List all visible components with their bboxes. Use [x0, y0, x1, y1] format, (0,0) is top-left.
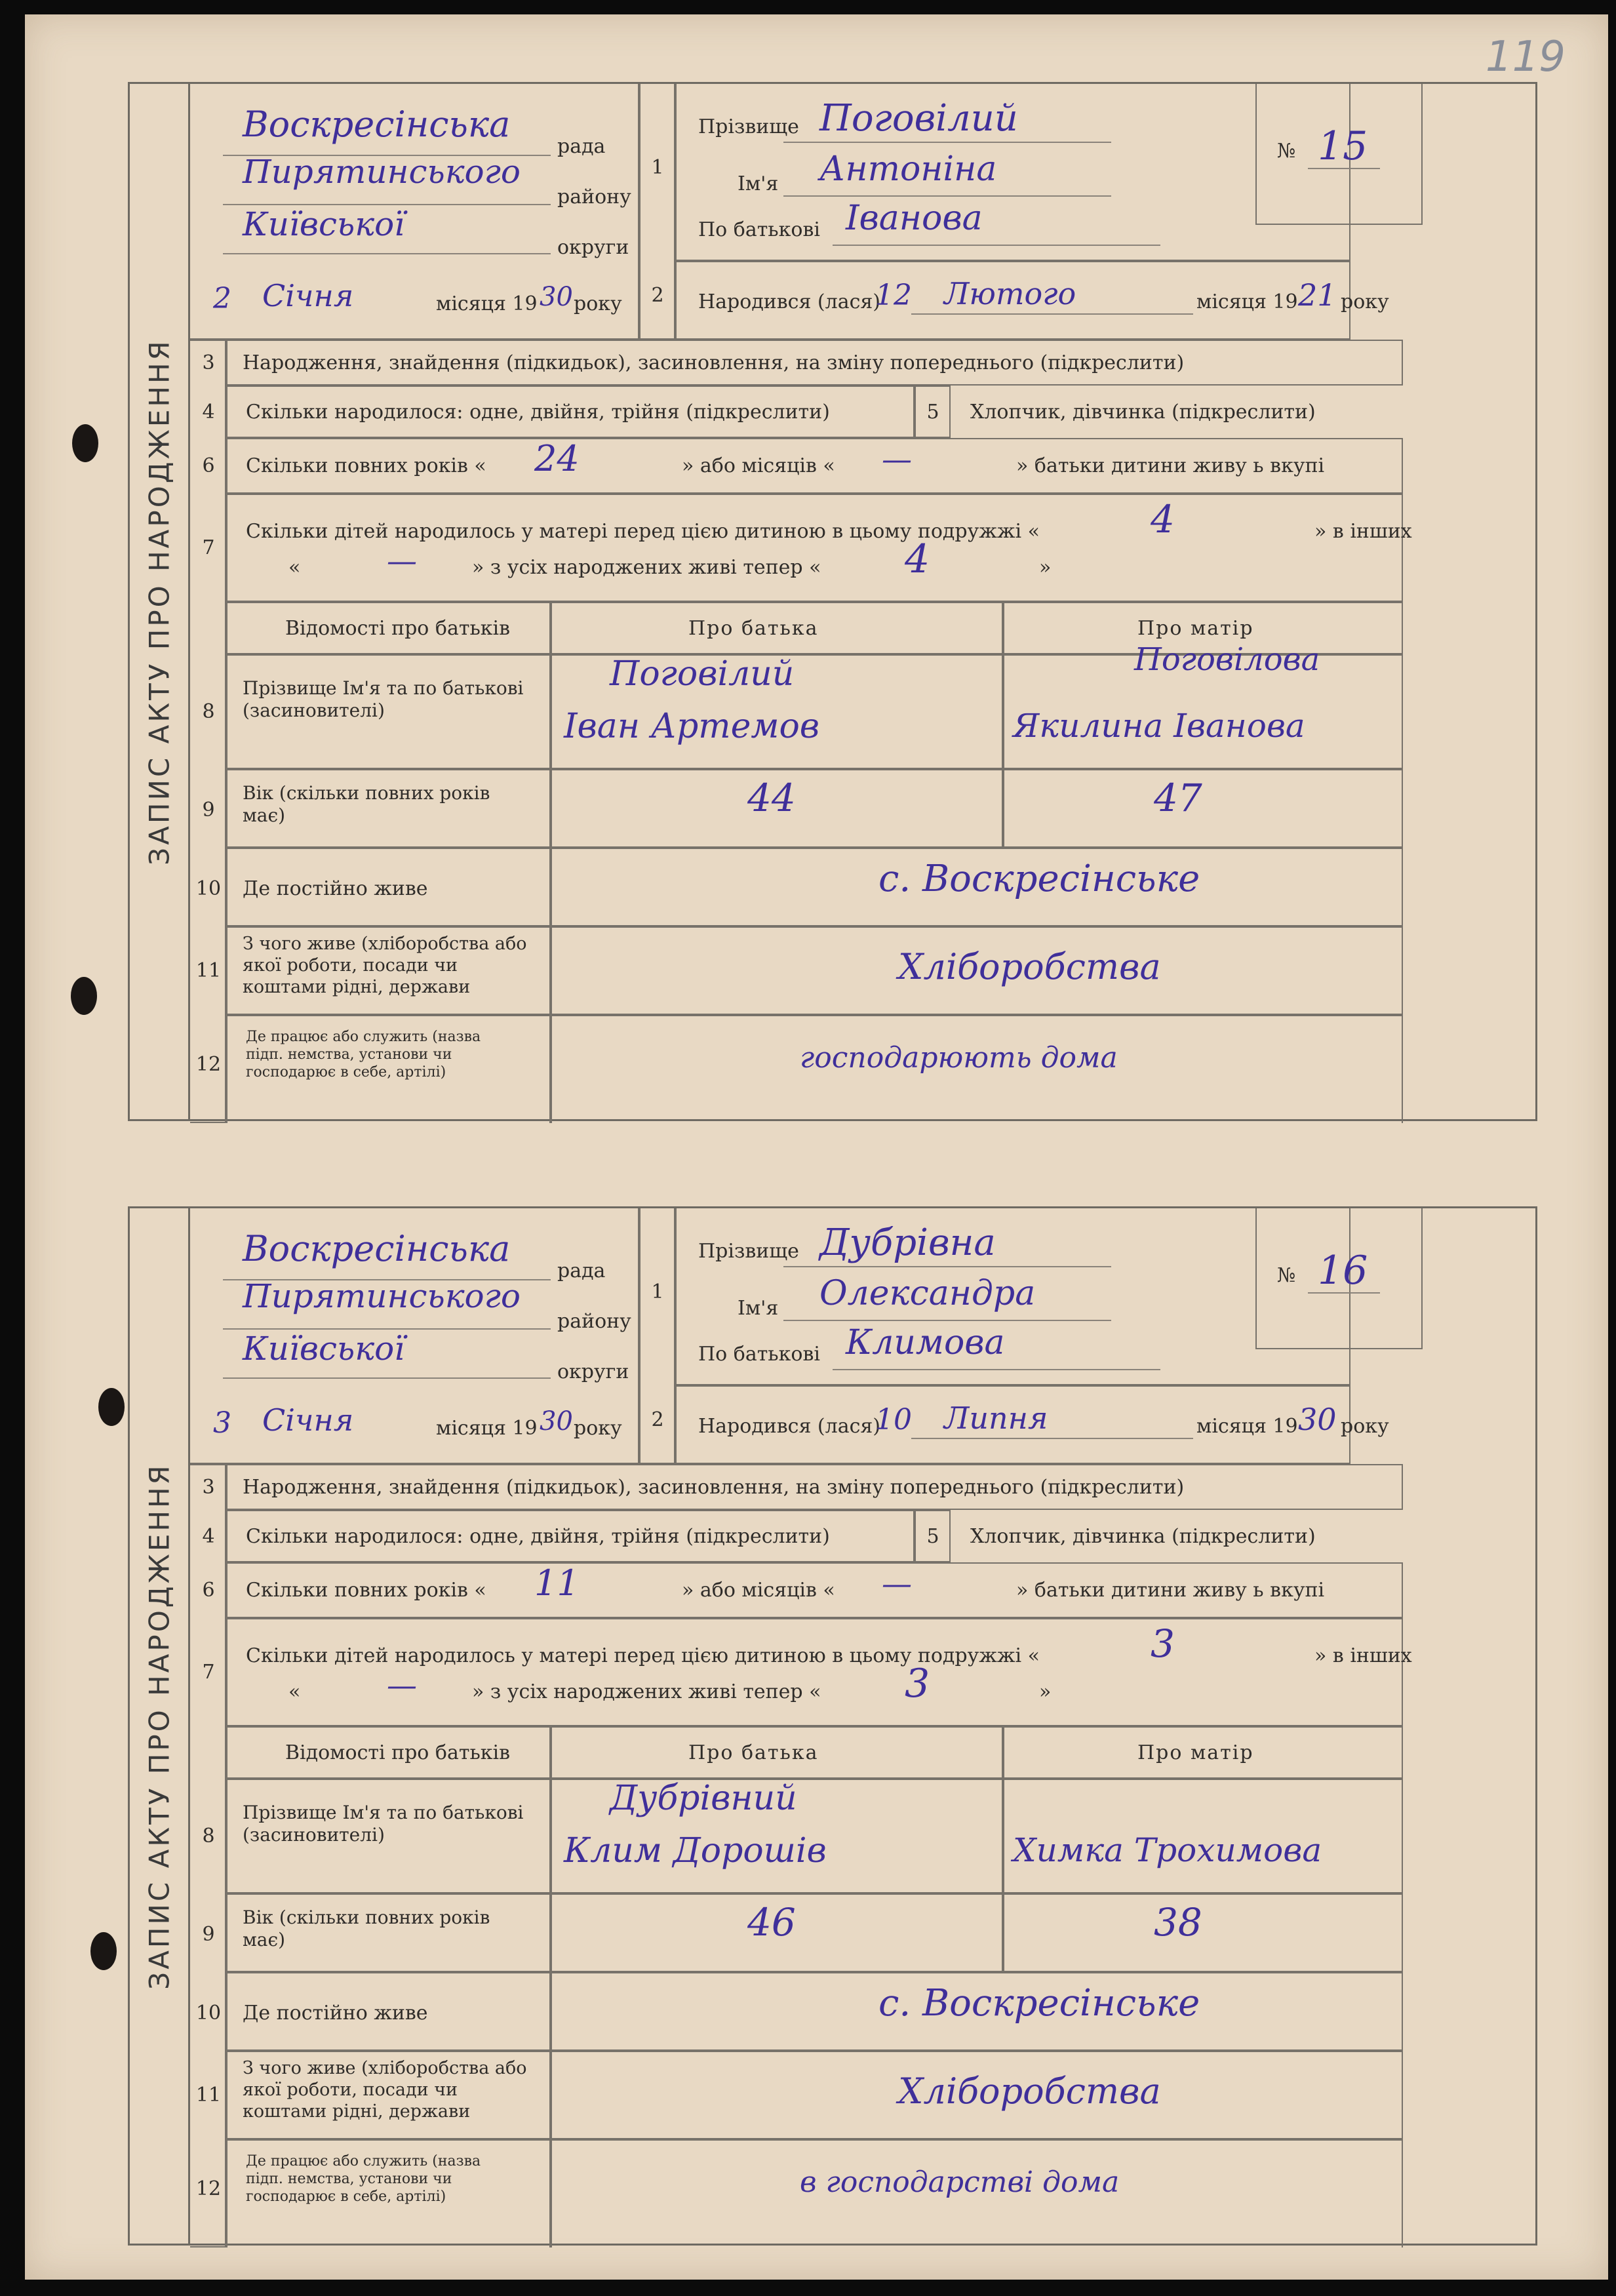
reg-month-label: місяця 19 [436, 1417, 538, 1440]
act-number-label: № [1277, 140, 1296, 163]
punch-hole [71, 977, 97, 1015]
reg-month-label: місяця 19 [436, 292, 538, 315]
row-number-4: 4 [202, 401, 215, 424]
father-given-name: Клим Дорошів [564, 1831, 827, 1870]
record-sidebar [128, 82, 190, 1121]
underline [223, 253, 551, 254]
row-number-9: 9 [202, 1923, 215, 1946]
mother-given-name: Якилина Іванова [1013, 707, 1305, 745]
row-12-label: Де працює або служить (назва підп. немства, установи чи господарює в себе, артілі) [246, 2153, 481, 2205]
reg-year: 30 [540, 1406, 573, 1436]
underline [911, 313, 1193, 315]
punch-hole [90, 1932, 117, 1970]
father-surname: Поговілий [610, 654, 795, 694]
row-number-8: 8 [202, 1825, 215, 1848]
row-number-3: 3 [202, 351, 215, 374]
father-age: 46 [747, 1900, 796, 1945]
council-name: Воскресінська [243, 1228, 511, 1269]
row-6-text-a: Скільки повних років « [246, 1579, 486, 1602]
child-surname: Поговілий [819, 97, 1018, 140]
patronymic-label: По батькові [698, 218, 820, 241]
name-label: Ім'я [738, 1297, 779, 1320]
row-number-1: 1 [651, 1280, 664, 1303]
punch-hole [72, 424, 98, 462]
row-7-text-b: » в інших [1314, 520, 1412, 543]
child-name: Антоніна [819, 149, 997, 189]
birth-label: Народився (лася) [698, 1415, 881, 1438]
children-this-marriage: 4 [1151, 497, 1175, 542]
row-number-10: 10 [195, 2002, 222, 2025]
birth-label: Народився (лася) [698, 290, 881, 313]
mother-surname: Поговілова [1134, 641, 1320, 678]
livelihood: Хліборобства [898, 2070, 1161, 2112]
act-number-value: 16 [1318, 1248, 1368, 1294]
row-number-1: 1 [651, 156, 664, 179]
row-12-label: Де працює або служить (назва підп. немства, установи чи господарює в себе, артілі) [246, 1029, 481, 1080]
rada-label: рада [557, 1259, 606, 1282]
surname-label: Прізвище [698, 115, 799, 138]
birth-record [128, 82, 1537, 1121]
underline [783, 142, 1111, 143]
row-number-5: 5 [926, 1525, 939, 1548]
row-number-7: 7 [202, 536, 215, 559]
father-given-name: Іван Артемов [564, 707, 820, 746]
reg-day: 2 [213, 282, 231, 315]
mother-age: 38 [1154, 1900, 1202, 1945]
row-7-text-e: » [1039, 556, 1052, 579]
row-7-text-c: « [288, 1680, 301, 1703]
birth-month: Липня [944, 1400, 1048, 1436]
row-4-text: Скільки народилося: одне, двійня, трійня (підкреслити) [246, 401, 830, 424]
row-number-4: 4 [202, 1525, 215, 1548]
cohabitation-months: — [882, 1566, 912, 1601]
row-7-text-d: » з усіх народжених живі тепер « [472, 556, 821, 579]
row-number-2: 2 [651, 284, 664, 307]
mother-header: Про матір [1137, 617, 1254, 640]
underline [833, 245, 1160, 246]
record-sidebar [128, 1206, 190, 2246]
record-form [190, 1206, 1537, 2246]
row-6-text-c: » батьки дитини живу ь вкупі [1016, 454, 1325, 477]
birth-month: Лютого [944, 276, 1076, 311]
row-5-text: Хлопчик, дівчинка (підкреслити) [970, 1525, 1316, 1548]
residence: с. Воскресінське [878, 858, 1200, 900]
row-number-10: 10 [195, 877, 222, 900]
underline [833, 1369, 1160, 1370]
district-name: Пирятинського [243, 1277, 521, 1315]
parents-header-label: Відомості про батьків [285, 1741, 511, 1764]
child-patronymic: Іванова [846, 199, 983, 238]
okrug-label: округи [557, 236, 629, 259]
reg-year-label: року [574, 292, 622, 315]
cohabitation-years: 11 [534, 1562, 580, 1604]
row-8-label: Прізвище Ім'я та по батькові (засиновителі) [243, 677, 524, 721]
rada-label: рада [557, 135, 606, 158]
birth-year: 21 [1298, 277, 1337, 313]
row-6-text-b: » або місяців « [682, 1579, 835, 1602]
okrug-name: Київської [243, 1330, 405, 1368]
children-other-marriages: — [387, 1667, 417, 1703]
row-number-12: 12 [195, 2177, 222, 2200]
underline [1308, 168, 1380, 169]
row-number-9: 9 [202, 799, 215, 821]
parents-header-label: Відомості про батьків [285, 617, 511, 640]
row-5-text: Хлопчик, дівчинка (підкреслити) [970, 401, 1316, 424]
row-6-text-c: » батьки дитини живу ь вкупі [1016, 1579, 1325, 1602]
reg-year-label: року [574, 1417, 622, 1440]
underline [911, 1438, 1193, 1439]
underline [783, 1320, 1111, 1321]
livelihood: Хліборобства [898, 946, 1161, 987]
row-number-11: 11 [195, 2084, 222, 2107]
mother-given-name: Химка Трохимова [1013, 1831, 1322, 1869]
reg-day: 3 [213, 1406, 231, 1440]
row-8-label: Прізвище Ім'я та по батькові (засиновителі) [243, 1802, 524, 1846]
cohabitation-years: 24 [534, 438, 580, 479]
birth-month-label: місяця 19 [1196, 1415, 1298, 1438]
act-number-label: № [1277, 1264, 1296, 1287]
row-7-text-e: » [1039, 1680, 1052, 1703]
row-6-text-b: » або місяців « [682, 454, 835, 477]
punch-hole [98, 1388, 125, 1426]
father-header: Про батька [688, 1741, 819, 1764]
row-9-label: Вік (скільки повних років має) [243, 782, 490, 826]
cohabitation-months: — [882, 441, 912, 477]
act-number-value: 15 [1318, 123, 1368, 169]
reg-month: Січня [262, 1402, 354, 1438]
children-alive: 3 [905, 1661, 930, 1707]
workplace: господарюють дома [800, 1041, 1118, 1075]
row-3-text: Народження, знайдення (підкидьок), засиновлення, на зміну попереднього (підкреслити) [243, 1476, 1185, 1499]
row-number-2: 2 [651, 1408, 664, 1431]
father-age: 44 [747, 776, 796, 820]
underline [783, 1266, 1111, 1267]
children-alive: 4 [905, 536, 930, 582]
row-number-5: 5 [926, 401, 939, 424]
mother-age: 47 [1154, 776, 1202, 820]
birth-month-label: місяця 19 [1196, 290, 1298, 313]
children-this-marriage: 3 [1151, 1621, 1175, 1666]
row-number-6: 6 [202, 1579, 215, 1602]
name-label: Ім'я [738, 172, 779, 195]
child-patronymic: Климова [846, 1323, 1005, 1362]
row-9-label: Вік (скільки повних років має) [243, 1907, 490, 1950]
record-form [190, 82, 1537, 1121]
row-number-7: 7 [202, 1661, 215, 1684]
children-other-marriages: — [387, 543, 417, 578]
birth-year: 30 [1298, 1402, 1337, 1437]
raion-label: району [557, 186, 631, 208]
mother-age-cell [1003, 769, 1403, 848]
row-11-label: З чого живе (хліборобства або якої роботи, посади чи коштами рідні, держави [243, 934, 527, 997]
birth-day: 12 [875, 279, 912, 312]
row-number-8: 8 [202, 700, 215, 723]
okrug-label: округи [557, 1360, 629, 1383]
row-number-3: 3 [202, 1476, 215, 1499]
child-surname: Дубрівна [819, 1221, 996, 1264]
underline [783, 195, 1111, 197]
surname-label: Прізвище [698, 1240, 799, 1263]
birth-year-label: року [1341, 290, 1389, 313]
row-number-11: 11 [195, 959, 222, 982]
row-10-label: Де постійно живе [243, 877, 428, 900]
sidebar-title: ЗАПИС АКТУ ПРО НАРОДЖЕННЯ [143, 338, 175, 865]
district-name: Пирятинського [243, 153, 521, 191]
birth-record [128, 1206, 1537, 2246]
father-header: Про батька [688, 617, 819, 640]
row-7-text-c: « [288, 556, 301, 579]
birth-day: 10 [875, 1403, 912, 1436]
workplace: в господарстві дома [800, 2166, 1120, 2199]
reg-month: Січня [262, 278, 354, 313]
patronymic-label: По батькові [698, 1343, 820, 1366]
underline [223, 1377, 551, 1379]
row-7-text-a: Скільки дітей народилось у матері перед цією дитиною в цьому подружжі « [246, 1644, 1040, 1667]
row-7-text-d: » з усіх народжених живі тепер « [472, 1680, 821, 1703]
row-10-label: Де постійно живе [243, 2002, 428, 2025]
page-number: 119 [1485, 33, 1566, 81]
underline [1308, 1292, 1380, 1294]
sidebar-title: ЗАПИС АКТУ ПРО НАРОДЖЕННЯ [143, 1462, 175, 1990]
residence: с. Воскресінське [878, 1982, 1200, 2025]
row-number-12: 12 [195, 1053, 222, 1076]
row-number-6: 6 [202, 454, 215, 477]
birth-year-label: року [1341, 1415, 1389, 1438]
raion-label: району [557, 1310, 631, 1333]
mother-age-cell [1003, 1893, 1403, 1972]
row-4-text: Скільки народилося: одне, двійня, трійня (підкреслити) [246, 1525, 830, 1548]
row-7-text-a: Скільки дітей народилось у матері перед цією дитиною в цьому подружжі « [246, 520, 1040, 543]
row-11-label: З чого живе (хліборобства або якої роботи, посади чи коштами рідні, держави [243, 2058, 527, 2122]
reg-year: 30 [540, 282, 573, 312]
father-surname: Дубрівний [610, 1779, 797, 1818]
row-6-text-a: Скільки повних років « [246, 454, 486, 477]
child-name: Олександра [819, 1274, 1036, 1313]
mother-header: Про матір [1137, 1741, 1254, 1764]
row-3-text: Народження, знайдення (підкидьок), засиновлення, на зміну попереднього (підкреслити) [243, 351, 1185, 374]
okrug-name: Київської [243, 205, 405, 243]
council-name: Воскресінська [243, 104, 511, 145]
row-7-text-b: » в інших [1314, 1644, 1412, 1667]
